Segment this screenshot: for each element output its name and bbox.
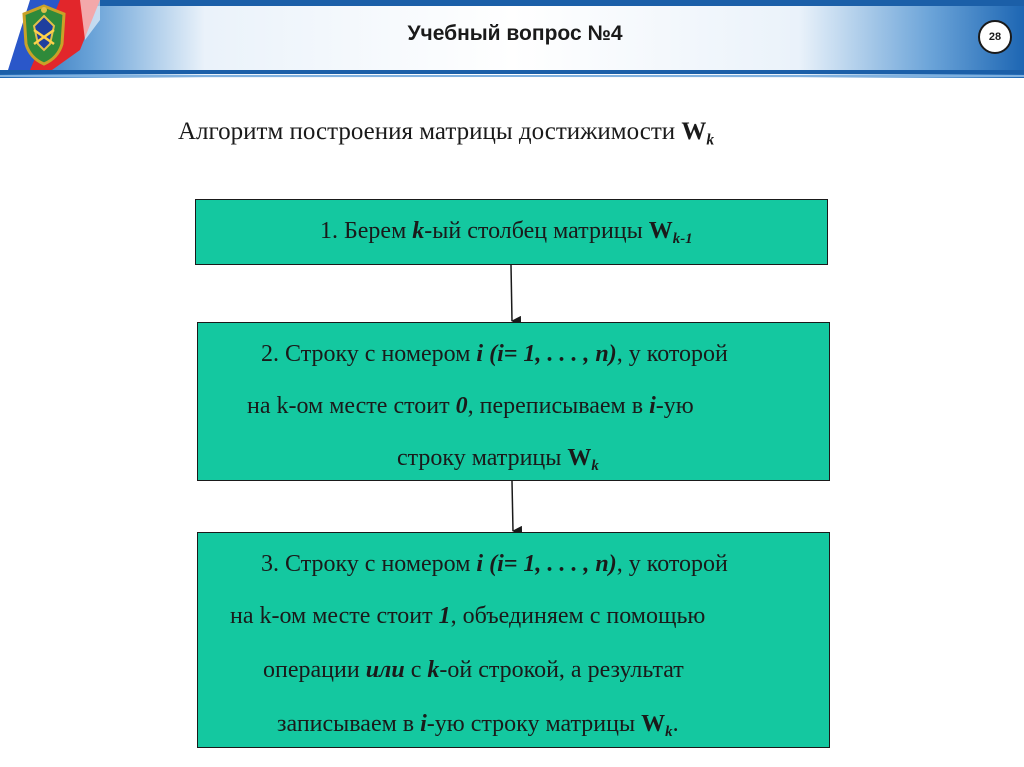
step-italic: i [420,711,427,737]
step-3-line-1 [261,551,728,578]
step-symbol: W [567,445,592,471]
step-2-line-2 [247,393,694,420]
step-text: с [404,657,428,683]
step-italic: i [649,393,656,419]
step-italic: i (i= 1, . . . , n) [476,341,617,367]
step-text: -ую [655,393,694,419]
step-3-line-4 [277,711,679,741]
heading-text: Алгоритм построения матрицы достижимости [178,118,682,145]
step-text: , у которой [616,551,728,577]
step-3-line-3 [263,657,684,684]
step-1-line-1 [320,218,693,248]
step-3-box [197,532,830,748]
step-italic: i (i= 1, . . . , n) [476,551,617,577]
step-italic: k [412,218,425,244]
step-text: строку матрицы [397,445,568,471]
step-2-line-3 [397,445,599,475]
step-text: 2. Строку с номером [261,341,477,367]
step-subscript: k [591,458,599,475]
step-text: 1. Берем [320,218,413,244]
step-text: , у которой [616,341,728,367]
slide-title: Учебный вопрос №4 [407,22,623,45]
step-text: -ый столбец матрицы [424,218,649,244]
step-2-line-1 [261,341,728,368]
step-italic: 0 [455,393,468,419]
heading-symbol: W [681,118,707,145]
step-italic: 1 [438,603,451,629]
step-2-box [197,322,830,481]
step-text: операции [263,657,366,683]
step-text: , объединяем с помощью [450,603,706,629]
arrow-step2-to-step3 [512,481,513,531]
step-1-box [195,199,828,265]
page-number-badge: 28 [978,20,1012,54]
step-text: . [672,711,679,737]
step-subscript: k-1 [672,231,693,248]
step-subscript: k [665,724,673,741]
arrow-step1-to-step2 [511,265,512,321]
step-italic: k [427,657,440,683]
step-text: -ой строкой, а результат [439,657,684,683]
step-text: записываем в [277,711,421,737]
step-text: -ую строку матрицы [426,711,642,737]
step-italic: или [365,657,405,683]
step-text: на k-ом месте стоит [247,393,456,419]
step-text: на k-ом месте стоит [230,603,439,629]
step-3-line-2 [230,603,705,630]
step-text: 3. Строку с номером [261,551,477,577]
step-symbol: W [641,711,666,737]
step-symbol: W [648,218,673,244]
heading-subscript: k [706,131,715,149]
step-text: , переписываем в [467,393,650,419]
